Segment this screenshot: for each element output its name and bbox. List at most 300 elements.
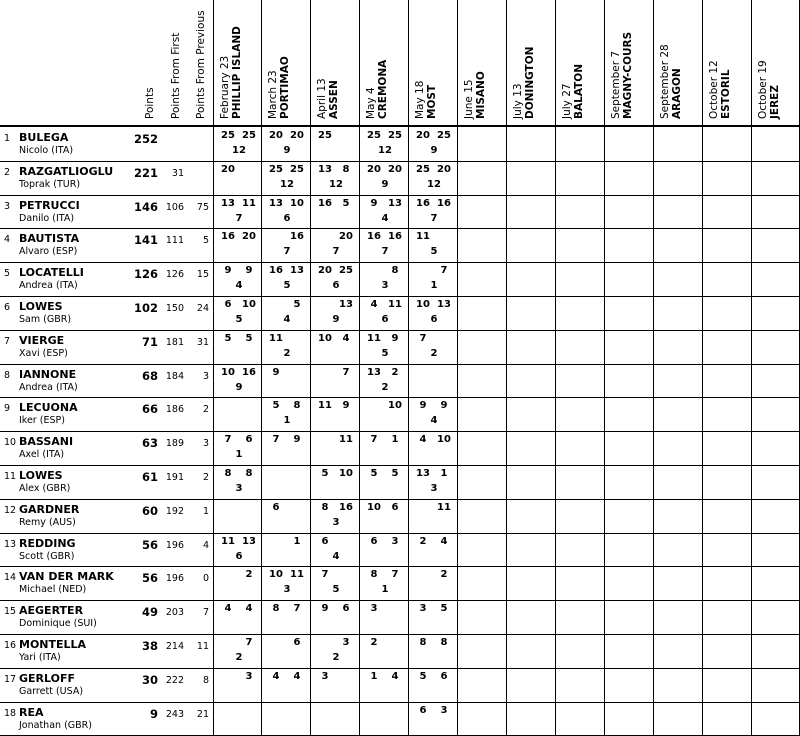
race-2-points: 6 <box>391 501 399 513</box>
round-result-cell <box>408 465 455 499</box>
race-2-points: 13 <box>388 197 402 209</box>
race-1-points: 2 <box>419 535 427 547</box>
race-2-points: 1 <box>440 468 448 479</box>
rider-nationality: (ITA) <box>42 449 65 461</box>
superpole-race-points: 6 <box>381 314 389 325</box>
race-2-points: 10 <box>242 299 256 310</box>
round-venue: MAGNY-COURS <box>622 31 634 119</box>
race-2-points: 7 <box>245 637 253 648</box>
points-from-previous: 1 <box>202 505 209 517</box>
points-from-previous: 4 <box>202 539 209 551</box>
race-1-points: 8 <box>272 603 280 615</box>
points-from-first: 126 <box>165 269 184 281</box>
points-from-first: 214 <box>165 641 184 652</box>
round-result-cell <box>261 465 308 499</box>
rider-first-name <box>19 280 78 291</box>
table-row <box>0 634 800 668</box>
table-row <box>0 364 800 398</box>
race-1-points: 7 <box>224 434 232 446</box>
round-result-cell <box>408 161 455 195</box>
round-date: September 28 <box>659 44 671 119</box>
round-venue: ASSEN <box>328 80 340 119</box>
table-row <box>0 262 800 296</box>
table-row <box>0 195 800 229</box>
points-from-first: 189 <box>165 438 184 450</box>
superpole-race-points: 4 <box>381 212 389 224</box>
round-venue: MOST <box>426 84 438 119</box>
round-result-cell <box>408 330 455 364</box>
round-result-cell <box>408 397 455 431</box>
round-result-cell <box>213 499 260 533</box>
rider-nationality: (GBR) <box>43 314 72 325</box>
round-header <box>414 81 438 119</box>
rider-given-name: Toprak <box>19 178 51 190</box>
rider-surname: PETRUCCI <box>19 198 80 212</box>
round-result-cell <box>310 465 357 499</box>
race-2-points: 5 <box>391 468 399 479</box>
rider-position: 11 <box>4 471 17 482</box>
rider-points: 221 <box>133 165 158 180</box>
points-from-previous: 2 <box>202 404 209 416</box>
round-result-cell <box>359 668 406 702</box>
race-2-points: 16 <box>242 366 256 378</box>
race-2-points: 10 <box>339 468 353 479</box>
superpole-race-points: 7 <box>283 246 291 258</box>
round-result-cell <box>310 499 357 533</box>
rider-surname: RAZGATLIOGLU <box>19 164 114 178</box>
round-result-cell <box>359 600 406 634</box>
round-result-cell <box>213 702 260 736</box>
race-2-points: 16 <box>339 501 353 513</box>
round-venue: DONINGTON <box>524 46 536 119</box>
rider-position: 13 <box>4 538 17 550</box>
rider-nationality: (ITA) <box>55 381 78 393</box>
race-1-points: 1 <box>370 670 378 682</box>
round-venue: PHILLIP ISLAND <box>231 26 243 119</box>
race-2-points: 3 <box>245 670 253 682</box>
race-2-points: 4 <box>440 535 448 547</box>
round-result-cell <box>261 566 308 600</box>
round-result-cell <box>359 161 406 195</box>
superpole-race-points: 2 <box>430 347 438 359</box>
race-1-points: 4 <box>419 434 427 446</box>
round-result-cell <box>359 465 406 499</box>
superpole-race-points: 5 <box>283 280 291 292</box>
round-result-cell <box>261 262 308 296</box>
rider-given-name: Andrea <box>19 381 53 393</box>
round-result-cell <box>408 195 455 229</box>
race-1-points: 3 <box>419 603 427 615</box>
race-1-points: 16 <box>269 265 283 277</box>
rider-points: 49 <box>141 605 158 620</box>
rider-given-name: Alvaro <box>19 246 50 258</box>
race-1-points: 20 <box>367 163 381 175</box>
points-from-previous: 2 <box>202 472 209 483</box>
race-1-points: 10 <box>367 501 381 513</box>
superpole-race-points: 1 <box>430 280 438 292</box>
race-2-points: 4 <box>342 332 350 344</box>
rider-given-name: Sam <box>19 314 41 325</box>
round-result-cell <box>408 296 455 330</box>
round-date: February 23 <box>219 55 231 119</box>
rider-first-name <box>19 517 76 528</box>
rider-given-name: Yari <box>19 652 36 663</box>
race-2-points: 8 <box>440 637 448 648</box>
round-result-cell <box>408 499 455 533</box>
round-result-cell <box>213 161 260 195</box>
superpole-race-points: 9 <box>283 145 291 156</box>
rider-position: 8 <box>4 369 11 381</box>
race-2-points: 2 <box>391 366 399 378</box>
round-result-cell <box>359 499 406 533</box>
rider-points: 141 <box>133 233 158 248</box>
race-2-points: 16 <box>388 231 402 243</box>
superpole-race-points: 9 <box>430 145 438 156</box>
rider-nationality: (GBR) <box>42 483 71 494</box>
round-result-cell <box>261 228 308 262</box>
race-1-points: 11 <box>367 332 381 344</box>
table-row <box>0 533 800 567</box>
race-2-points: 11 <box>290 569 304 581</box>
race-2-points: 5 <box>440 603 448 615</box>
race-1-points: 25 <box>416 163 430 175</box>
rider-points: 102 <box>133 301 158 315</box>
round-header <box>610 32 634 119</box>
race-1-points: 9 <box>321 603 329 615</box>
superpole-race-points: 12 <box>232 145 246 156</box>
race-2-points: 20 <box>339 231 353 243</box>
superpole-race-points: 5 <box>381 347 389 359</box>
race-2-points: 25 <box>290 163 304 175</box>
round-result-cell <box>408 668 455 702</box>
race-2-points: 8 <box>245 468 253 479</box>
rider-given-name: Michael <box>19 584 56 596</box>
round-result-cell <box>213 397 260 431</box>
rider-first-name <box>19 382 78 393</box>
superpole-race-points: 4 <box>430 415 438 427</box>
round-date: October 12 <box>708 60 720 119</box>
round-result-cell <box>310 566 357 600</box>
rider-given-name: Danilo <box>19 212 50 224</box>
race-1-points: 6 <box>272 501 280 513</box>
rider-first-name <box>19 314 71 325</box>
superpole-race-points: 7 <box>430 212 438 224</box>
round-result-cell <box>359 195 406 229</box>
race-2-points: 20 <box>290 130 304 141</box>
round-header <box>463 71 487 119</box>
race-1-points: 7 <box>272 434 280 446</box>
race-1-points: 25 <box>367 130 381 141</box>
points-from-previous: 0 <box>202 573 209 585</box>
rider-position: 4 <box>4 234 11 246</box>
rider-surname: REDDING <box>19 536 76 550</box>
round-result-cell <box>213 195 260 229</box>
table-row <box>0 330 800 364</box>
round-result-cell <box>359 228 406 262</box>
rider-points: 38 <box>141 639 158 653</box>
rider-nationality: (AUS) <box>48 516 76 528</box>
rider-given-name: Iker <box>19 415 37 427</box>
rider-position: 5 <box>4 268 11 280</box>
race-1-points: 5 <box>370 468 378 479</box>
rider-points: 9 <box>149 706 158 721</box>
round-result-cell <box>310 533 357 567</box>
race-2-points: 4 <box>245 603 253 615</box>
points-from-first: 191 <box>165 472 184 483</box>
round-result-cell <box>261 195 308 229</box>
race-1-points: 11 <box>269 332 283 344</box>
round-result-cell <box>310 195 357 229</box>
round-result-cell <box>261 296 308 330</box>
table-row <box>0 161 800 195</box>
race-2-points: 1 <box>293 535 301 547</box>
round-result-cell <box>261 431 308 465</box>
rider-surname: AEGERTER <box>19 604 84 618</box>
rider-points: 126 <box>133 267 158 282</box>
rider-surname: REA <box>19 705 44 719</box>
round-result-cell <box>310 668 357 702</box>
points-from-first: 186 <box>165 404 184 416</box>
round-result-cell <box>408 262 455 296</box>
rider-surname: VAN DER MARK <box>19 570 114 584</box>
round-result-cell <box>408 702 455 736</box>
rider-surname: BASSANI <box>19 435 74 449</box>
rider-points: 252 <box>133 132 158 146</box>
round-date: July 13 <box>512 83 524 119</box>
rider-given-name: Dominique <box>19 618 71 630</box>
round-result-cell <box>261 397 308 431</box>
points-from-first: 243 <box>165 708 184 720</box>
rider-position: 16 <box>4 640 17 651</box>
round-header <box>561 64 585 119</box>
round-date: April 13 <box>316 78 328 119</box>
rider-position: 10 <box>4 437 17 449</box>
round-date: June 15 <box>463 79 475 119</box>
race-1-points: 5 <box>272 400 280 412</box>
round-venue: ESTORIL <box>720 69 732 119</box>
rider-position: 3 <box>4 200 11 212</box>
superpole-race-points: 6 <box>283 212 291 224</box>
race-2-points: 9 <box>391 332 399 344</box>
round-result-cell <box>213 228 260 262</box>
race-2-points: 4 <box>293 670 301 682</box>
race-2-points: 2 <box>245 569 253 581</box>
superpole-race-points: 2 <box>381 381 389 393</box>
rider-first-name <box>19 618 97 629</box>
round-result-cell <box>359 702 406 736</box>
rider-given-name: Andrea <box>19 280 53 292</box>
rider-points: 56 <box>141 537 158 552</box>
rider-given-name: Xavi <box>19 347 40 359</box>
superpole-race-points: 5 <box>430 246 438 258</box>
race-1-points: 3 <box>370 603 378 615</box>
race-2-points: 3 <box>342 637 350 648</box>
race-2-points: 9 <box>293 434 301 446</box>
rider-nationality: (USA) <box>55 685 84 697</box>
race-2-points: 9 <box>440 400 448 412</box>
race-1-points: 5 <box>419 670 427 682</box>
race-2-points: 5 <box>342 197 350 209</box>
rider-nationality: (NED) <box>58 584 87 596</box>
round-result-cell <box>359 566 406 600</box>
race-2-points: 11 <box>242 197 256 209</box>
rider-nationality: (ITA) <box>55 280 78 292</box>
round-result-cell <box>408 127 455 161</box>
superpole-race-points: 7 <box>235 212 243 224</box>
superpole-race-points: 1 <box>283 415 291 427</box>
race-2-points: 7 <box>440 265 448 277</box>
round-result-cell <box>408 364 455 398</box>
race-2-points: 8 <box>391 265 399 277</box>
race-1-points: 8 <box>370 569 378 581</box>
rider-given-name: Scott <box>19 550 44 562</box>
header-points-from-previous: Points From Previous <box>195 10 207 119</box>
race-1-points: 4 <box>370 299 378 310</box>
points-from-previous: 3 <box>202 370 209 382</box>
rider-given-name: Axel <box>19 449 40 461</box>
round-result-cell <box>213 330 260 364</box>
points-from-previous: 11 <box>196 641 209 652</box>
round-result-cell <box>408 431 455 465</box>
superpole-race-points: 1 <box>381 584 389 596</box>
rider-position: 12 <box>4 504 17 516</box>
race-1-points: 20 <box>416 130 430 141</box>
race-1-points: 9 <box>224 265 232 277</box>
superpole-race-points: 12 <box>427 178 441 190</box>
race-1-points: 5 <box>321 468 329 479</box>
round-date: May 4 <box>365 87 377 119</box>
rider-first-name <box>19 348 68 359</box>
round-venue: ARAGON <box>671 68 683 119</box>
race-2-points: 16 <box>437 197 451 209</box>
round-result-cell <box>261 330 308 364</box>
rider-nationality: (ITA) <box>52 212 75 224</box>
points-from-previous: 24 <box>196 303 209 314</box>
rider-position: 15 <box>4 606 17 618</box>
rider-nationality: (ITA) <box>38 652 61 663</box>
race-1-points: 11 <box>221 535 235 547</box>
superpole-race-points: 2 <box>332 652 340 663</box>
rider-first-name <box>19 179 80 190</box>
round-date: May 18 <box>414 80 426 119</box>
round-header <box>512 47 536 119</box>
rider-first-name <box>19 584 86 595</box>
race-1-points: 16 <box>221 231 235 243</box>
points-from-first: 31 <box>171 167 184 179</box>
round-result-cell <box>359 431 406 465</box>
race-1-points: 10 <box>318 332 332 344</box>
points-from-previous: 15 <box>196 269 209 281</box>
round-result-cell <box>213 465 260 499</box>
points-from-previous: 21 <box>196 708 209 720</box>
rider-points: 30 <box>141 672 158 687</box>
round-header <box>219 26 243 119</box>
round-result-cell <box>213 668 260 702</box>
race-1-points: 25 <box>318 130 332 141</box>
race-2-points: 5 <box>293 299 301 310</box>
header-points: Points <box>144 87 156 119</box>
race-1-points: 7 <box>370 434 378 446</box>
points-from-first: 184 <box>165 370 184 382</box>
race-1-points: 2 <box>370 637 378 648</box>
race-2-points: 20 <box>242 231 256 243</box>
table-row <box>0 600 800 634</box>
round-result-cell <box>310 702 357 736</box>
race-2-points: 7 <box>391 569 399 581</box>
rider-surname: BAUTISTA <box>19 232 80 246</box>
rider-first-name <box>19 213 74 224</box>
round-result-cell <box>310 330 357 364</box>
round-header <box>365 60 389 119</box>
round-result-cell <box>310 600 357 634</box>
race-2-points: 3 <box>391 535 399 547</box>
points-from-previous: 75 <box>196 201 209 213</box>
race-1-points: 10 <box>269 569 283 581</box>
superpole-race-points: 4 <box>283 314 291 325</box>
table-row <box>0 465 800 499</box>
rider-given-name: Nicolo <box>19 145 49 156</box>
race-1-points: 9 <box>272 366 280 378</box>
superpole-race-points: 7 <box>332 246 340 258</box>
race-2-points: 11 <box>388 299 402 310</box>
race-1-points: 13 <box>367 366 381 378</box>
race-2-points: 25 <box>437 130 451 141</box>
superpole-race-points: 6 <box>332 280 340 292</box>
rider-position: 6 <box>4 302 11 313</box>
superpole-race-points: 4 <box>235 280 243 292</box>
race-1-points: 5 <box>224 332 232 344</box>
race-1-points: 13 <box>221 197 235 209</box>
race-2-points: 5 <box>245 332 253 344</box>
superpole-race-points: 12 <box>280 178 294 190</box>
round-result-cell <box>213 634 260 668</box>
superpole-race-points: 12 <box>378 145 392 156</box>
superpole-race-points: 2 <box>283 347 291 359</box>
rider-nationality: (SUI) <box>73 618 97 630</box>
rider-position: 1 <box>4 133 11 144</box>
rider-points: 66 <box>141 402 158 417</box>
superpole-race-points: 3 <box>235 483 243 494</box>
rider-surname: LOCATELLI <box>19 266 84 280</box>
rider-position: 14 <box>4 572 17 584</box>
race-2-points: 11 <box>437 501 451 513</box>
race-1-points: 20 <box>269 130 283 141</box>
round-result-cell <box>261 161 308 195</box>
round-result-cell <box>310 634 357 668</box>
race-1-points: 16 <box>318 197 332 209</box>
rider-first-name <box>19 415 65 426</box>
race-2-points: 20 <box>437 163 451 175</box>
race-2-points: 13 <box>339 299 353 310</box>
round-result-cell <box>359 330 406 364</box>
rider-first-name <box>19 145 73 156</box>
rider-first-name <box>19 246 77 257</box>
points-from-first: 181 <box>165 336 184 348</box>
rider-surname: LOWES <box>19 469 63 482</box>
rider-nationality: (ITA) <box>51 145 74 156</box>
race-2-points: 1 <box>391 434 399 446</box>
points-from-first: 222 <box>165 674 184 686</box>
round-result-cell <box>261 364 308 398</box>
race-1-points: 8 <box>224 468 232 479</box>
race-2-points: 7 <box>342 366 350 378</box>
superpole-race-points: 3 <box>283 584 291 596</box>
race-1-points: 13 <box>318 163 332 175</box>
table-row <box>0 499 800 533</box>
table-row <box>0 397 800 431</box>
race-2-points: 8 <box>342 163 350 175</box>
round-result-cell <box>213 127 260 161</box>
